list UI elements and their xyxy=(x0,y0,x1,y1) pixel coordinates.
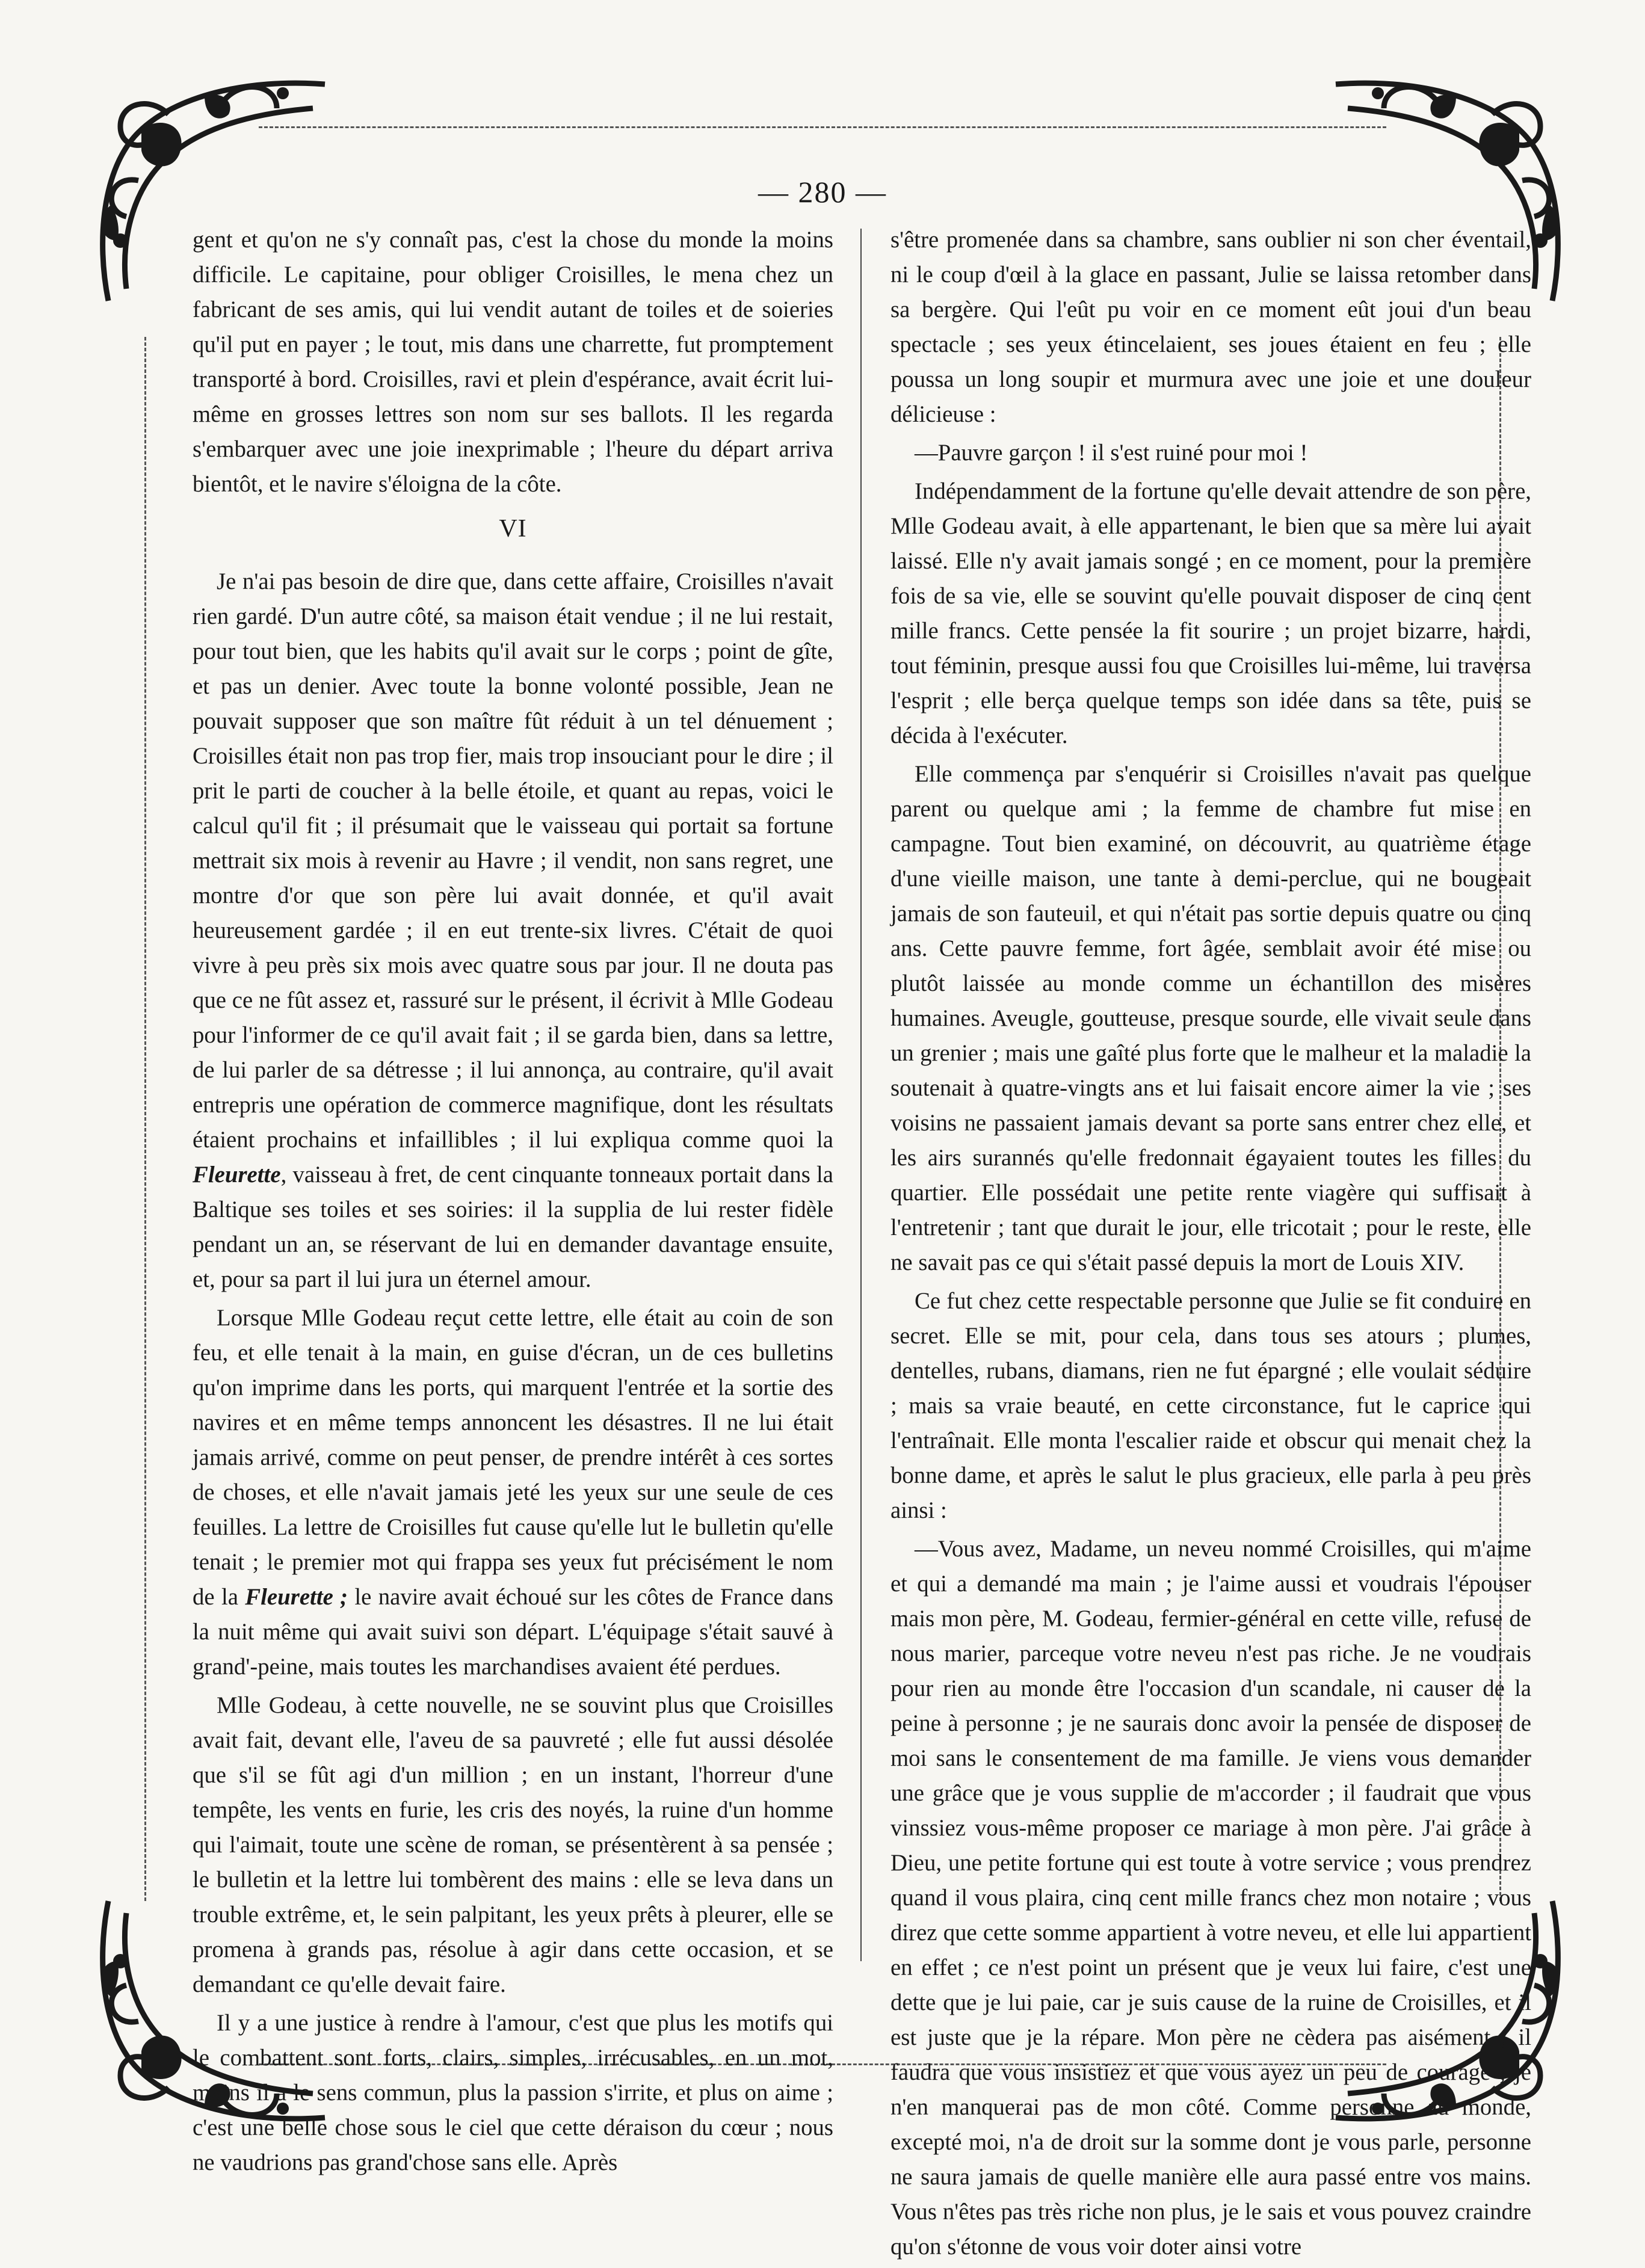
paragraph: Il y a une justice à rendre à l'amour, c'est que plus les motifs qui le combattent sont forts, clairs, simples, irrécusables, en un mot, moins il a le sens commun, plus la passion s'irrite, et plus on aime ; c'est une belle chose sous le ciel que cette déraison du cœur ; nous ne vaudrions pas grand'chose sans elle. Après xyxy=(193,2010,833,2175)
left-column xyxy=(193,223,833,2184)
dialogue-line: —Vous avez, Madame, un neveu nommé Croisilles, qui m'aime et qui a demandé ma main ; je l'aime aussi et voudrais l'épouser mais mon père, M. Godeau, fermier-général en cette ville, refuse de nous marier, parceque votre neveu n'est pas riche. Je ne voudrais pour rien au monde être l'occasion d'un scandale, ni causer de la peine à personne ; je ne saurais donc avoir la pensée de disposer de moi sans le consentement de ma famille. Je viens vous demander une grâce que je vous supplie de m'accorder ; il faudrait que vous vinssiez vous-même proposer ce mariage à mon père. J'ai grâce à Dieu, une petite fortune qui est toute à votre service ; vous prendrez quand il vous plaira, cinq cent mille francs chez mon notaire ; vous direz que cette somme appartient à votre neveu, et elle lui appartient en effet ; ce n'est point un présent que je veux lui faire, c'est une dette que je lui paie, car je suis cause de la ruine de Croisilles, et il est juste que je la répare. Mon père ne cèdera pas aisément ; il faudra que vous insistiez et que vous ayez un peu de courage ; je n'en manquerai pas de mon côté. Comme personne au monde, excepté moi, n'a de droit sur la somme dont je vous parle, personne ne saura jamais de quelle manière elle aura passé entre vos mains. Vous n'êtes pas très riche non plus, je le sais et vous pouvez craindre qu'on s'étonne de vous voir doter ainsi votre xyxy=(890,1536,1531,2260)
right-column xyxy=(890,223,1531,2268)
paragraph: Indépendamment de la fortune qu'elle devait attendre de son père, Mlle Godeau avait, à elle appartenant, le bien que sa mère lui avait laissé. Elle n'y avait jamais songé ; en ce moment, pour la première fois de sa vie, elle se souvint qu'elle pouvait disposer de cinq cent mille francs. Cette pensée la fit sourire ; un projet bizarre, hardi, tout féminin, presque aussi fou que Croisilles lui-même, lui traversa l'esprit ; elle berça quelque temps son idée dans sa tête, puis se décida à l'exécuter. xyxy=(890,478,1531,748)
page-number: — 280 — xyxy=(758,175,887,209)
dialogue-line: —Pauvre garçon ! il s'est ruiné pour moi ! xyxy=(915,440,1308,466)
column-divider xyxy=(860,229,862,1961)
paragraph: gent et qu'on ne s'y connaît pas, c'est la chose du monde la moins difficile. Le capitaine, pour obliger Croisilles, le mena chez un fabricant de ses amis, qui lui vendit autant de toiles et de soieries qu'il put en payer ; le tout, mis dans une charrette, fut promptement transporté à bord. Croisilles, ravi et plein d'espérance, avait écrit lui-même en grosses lettres son nom sur ses ballots. Il les regarda s'embarquer avec une joie inexprimable ; l'heure du départ arriva bientôt, et le navire s'éloigna de la côte. xyxy=(193,227,833,497)
paragraph: Elle commença par s'enquérir si Croisilles n'avait pas quelque parent ou quelque ami ; la femme de chambre fut mise en campagne. Tout bien examiné, on découvrit, au quatrième étage d'une vieille maison, une tante à demi-perclue, qui ne bougeait jamais de son fauteuil, et qui n'était pas sortie depuis quatre ou cinq ans. Cette pauvre femme, fort âgée, semblait avoir été mise ou plutôt laissée au monde comme un échantillon des misères humaines. Aveugle, goutteuse, presque sourde, elle vivait seule dans un grenier ; mais une gaîté plus forte que le malheur et la maladie la soutenait à quatre-vingts ans et lui faisait encore aimer la vie ; ses voisins ne passaient jamais devant sa porte sans entrer chez elle, et les airs surannés qu'elle fredonnait égayaient toutes les filles du quartier. Elle possédait une petite rente viagère qui suffisait à l'entretenir ; tant que durait le jour, elle tricotait ; pour le reste, elle ne savait pas ce qui s'était passé depuis la mort de Louis XIV. xyxy=(890,761,1531,1275)
paragraph: Lorsque Mlle Godeau reçut cette lettre, elle était au coin de son feu, et elle tenait à la main, en guise d'écran, un de ces bulletins qu'on imprime dans les ports, qui marquent l'entrée et la sortie des navires et en même temps annoncent les désastres. Il ne lui était jamais arrivé, comme on peut penser, de prendre intérêt à ces sortes de choses, et elle n'avait jamais jeté les yeux sur une seule de ces feuilles. La lettre de Croisilles fut cause qu'elle lut le bulletin qu'elle tenait ; le premier mot qui frappa ses yeux fut précisément le nom de la Fleurette ; le navire avait échoué sur les côtes de France dans la nuit même qui avait suivi son départ. L'équipage s'était sauvé à grand'-peine, mais toutes les marchandises avaient été perdues. xyxy=(193,1305,833,1680)
top-border-rule xyxy=(259,126,1386,128)
ship-name: Fleurette xyxy=(193,1162,281,1188)
paragraph: Je n'ai pas besoin de dire que, dans cette affaire, Croisilles n'avait rien gardé. D'un autre côté, sa maison était vendue ; il ne lui restait, pour tout bien, que les habits qu'il avait sur le corps ; point de gîte, et pas un denier. Avec toute la bonne volonté possible, Jean ne pouvait supposer que son maître fût réduit à un tel dénuement ; Croisilles était non pas trop fier, mais trop insouciant pour le dire ; il prit le parti de coucher à la belle étoile, et quant au repas, voici le calcul qu'il fit ; il présumait que le vaisseau qui portait sa fortune mettrait six mois à revenir au Havre ; il vendit, non sans regret, une montre d'or que son père lui avait donnée, et qu'il avait heureusement gardée ; il en eut trente-six livres. C'était de quoi vivre à peu près six mois avec quatre sous par jour. Il ne douta pas que ce ne fût assez et, rassuré sur le présent, il écrivit à Mlle Godeau pour l'informer de ce qu'il avait fait ; il se garda bien, dans sa lettre, de lui parler de sa détresse ; il lui annonça, au contraire, qu'il avait entrepris une opération de commerce magnifique, dont les résultats étaient prochains et infaillibles ; il lui expliqua comme quoi la Fleurette, vaisseau à fret, de cent cinquante tonneaux portait dans la Baltique ses toiles et ses soiries: il la supplia de lui rester fidèle pendant un an, se réservant de lui en demander davantage ensuite, et, pour sa part il lui jura un éternel amour. xyxy=(193,569,833,1292)
paragraph: Mlle Godeau, à cette nouvelle, ne se souvint plus que Croisilles avait fait, devant elle, l'aveu de sa pauvreté ; elle fut aussi désolée que s'il se fût agi d'un million ; en un instant, l'horreur d'une tempête, les vents en furie, les cris des noyés, la ruine d'un homme qui l'aimait, toute une scène de roman, se présentèrent à sa pensée ; le bulletin et la lettre lui tombèrent des mains : elle se leva dans un trouble extrême, et, le sein palpitant, les yeux prêts à pleurer, elle se promena à grands pas, résolue à agir dans cette occasion, et se demandant ce qu'elle devait faire. xyxy=(193,1692,833,1997)
paragraph: s'être promenée dans sa chambre, sans oublier ni son cher éventail, ni le coup d'œil à la glace en passant, Julie se laissa retomber dans sa bergère. Qui l'eût pu voir en ce moment eût joui d'un beau spectacle ; ses yeux étincelaient, ses joues étaient en feu ; elle poussa un long soupir et murmura avec une joie et une douleur délicieuse : xyxy=(890,227,1531,427)
section-heading: VI xyxy=(499,515,527,543)
left-border-rule xyxy=(144,337,146,1901)
ship-name: Fleurette ; xyxy=(245,1584,348,1610)
paragraph: Ce fut chez cette respectable personne que Julie se fit conduire en secret. Elle se mit, pour cela, dans tous ses atours ; plumes, dentelles, rubans, diamans, rien ne fut épargné ; elle voulait séduire ; mais sa vraie beauté, en cette circonstance, fut le caprice qui l'entraînait. Elle monta l'escalier raide et obscur qui menait chez la bonne dame, et après le salut le plus gracieux, elle parla à peu près ainsi : xyxy=(890,1288,1531,1523)
